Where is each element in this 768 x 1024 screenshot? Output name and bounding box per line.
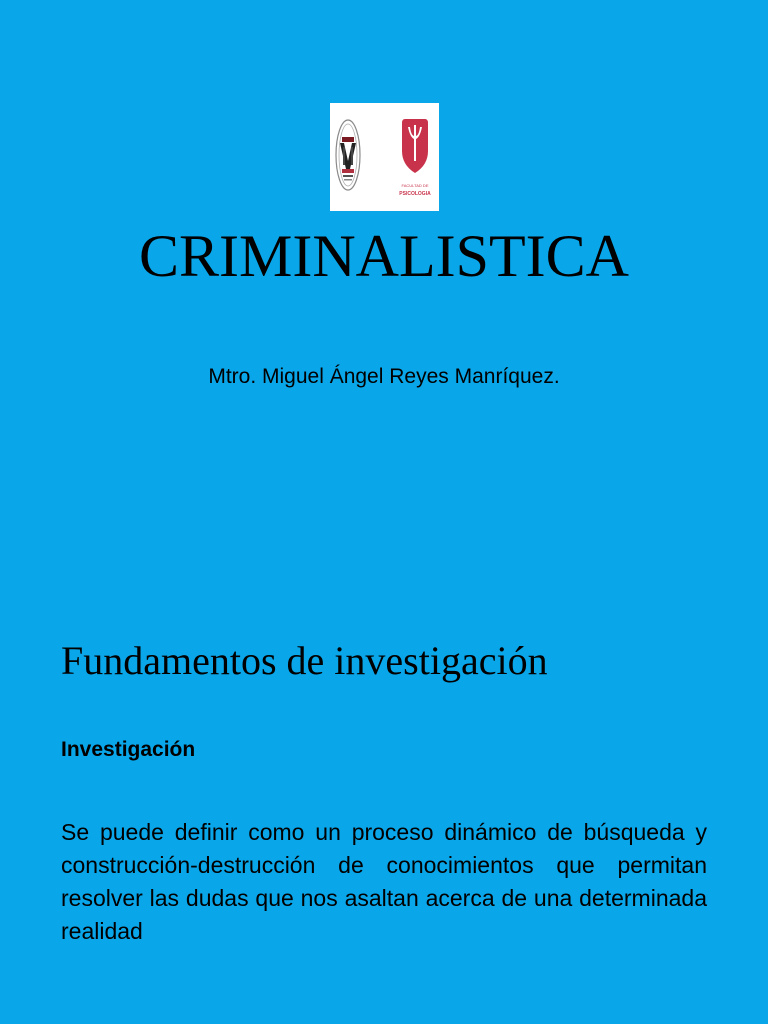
svg-text:FACULTAD DE: FACULTAD DE [401,183,429,188]
definition-paragraph: Se puede definir como un proceso dinámico de búsqueda y construcción-destrucción de conocimientos que permitan resolver las dudas que nos asaltan acerca de una determinada realidad [61,819,707,944]
logo-image [330,103,439,211]
university-seal-logo [336,120,360,190]
svg-text:PSICOLOGIA: PSICOLOGIA [399,191,431,197]
slide-title: CRIMINALISTICA [139,223,629,289]
author-name: Mtro. Miguel Ángel Reyes Manríquez. [208,365,560,388]
subheading: Investigación [61,738,196,761]
section-heading: Fundamentos de investigación [61,638,548,683]
psychology-faculty-shield-logo [399,119,431,197]
